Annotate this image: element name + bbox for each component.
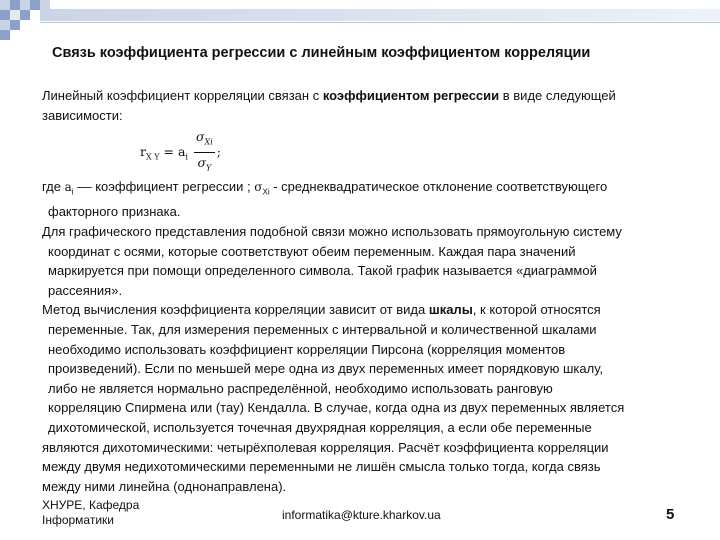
paragraph-3-line-4: произведений). Если по меньшей мере одна из двух переменных имеет порядковую шкалу, <box>48 361 604 377</box>
paragraph-3-line-1: Метод вычисления коэффициента корреляции зависит от вида шкалы, к которой относятся <box>42 302 601 318</box>
intro-paragraph: Линейный коэффициент корреляции связан с коэффициентом регрессии в виде следующей зависимости: <box>42 88 616 123</box>
slide-title: Связь коэффициента регрессии с линейным коэффициентом корреляции <box>52 45 591 61</box>
formula-fraction: $\frac{\sigma_{Xi}}{\sigma_Y}$ <box>195 129 213 173</box>
paragraph-3-line-2: переменные. Так, для измерения переменных с интервальной и количественной шкалами <box>48 321 597 337</box>
paragraph-2-line-3: маркируется при помощи определенного символа. Такой график называется «диаграммой <box>48 263 597 279</box>
header-rule <box>40 22 720 23</box>
header-band <box>40 9 720 21</box>
paragraph-3-line-5: либо не является нормально распределённой, необходимо использовать ранговую <box>48 380 553 396</box>
where-line: где $a_i$ –– коэффициент регрессии ; $\sigma_{Xi}$ - среднеквадратическое отклонение соответствующего <box>42 179 608 197</box>
paragraph-2-line-2: координат с осями, которые соответствуют обеим переменным. Каждая пара значений <box>48 243 576 259</box>
paragraph-2-line-4: рассеяния». <box>48 282 123 298</box>
paragraph-3-line-3: необходимо использовать коэффициент корреляции Пирсона (корреляция моментов <box>48 341 566 357</box>
footer-email: informatika@kture.kharkov.ua <box>282 508 441 522</box>
slide-body <box>42 86 682 496</box>
paragraph-3-line-7: дихотомической, используется точечная двухрядная корреляция, а если обе переменные <box>48 419 592 435</box>
paragraph-3-line-9: между двумя недихотомическими переменными не лишён смысла только тогда, когда связь <box>42 459 601 475</box>
page-number: 5 <box>666 506 675 523</box>
regression-formula: $r_{X Y} = a_i$ $\frac{\sigma_{Xi}}{\sigma_Y}$ ; <box>42 125 682 177</box>
where-line-2: факторного признака. <box>48 204 181 220</box>
paragraph-3-line-10: между ними линейна (однонаправлена). <box>42 478 287 494</box>
paragraph-3-line-6: корреляцию Спирмена или (тау) Кендалла. В случае, когда одна из двух переменных является <box>48 400 625 416</box>
paragraph-2-line-1: Для графического представления подобной связи можно использовать прямоугольную систему <box>42 223 622 239</box>
footer-institution: ХНУРЕ, Кафедра Інформатики <box>42 498 140 527</box>
paragraph-3-line-8: являются дихотомическими: четырёхполевая корреляция. Расчёт коэффициента корреляции <box>42 439 609 455</box>
